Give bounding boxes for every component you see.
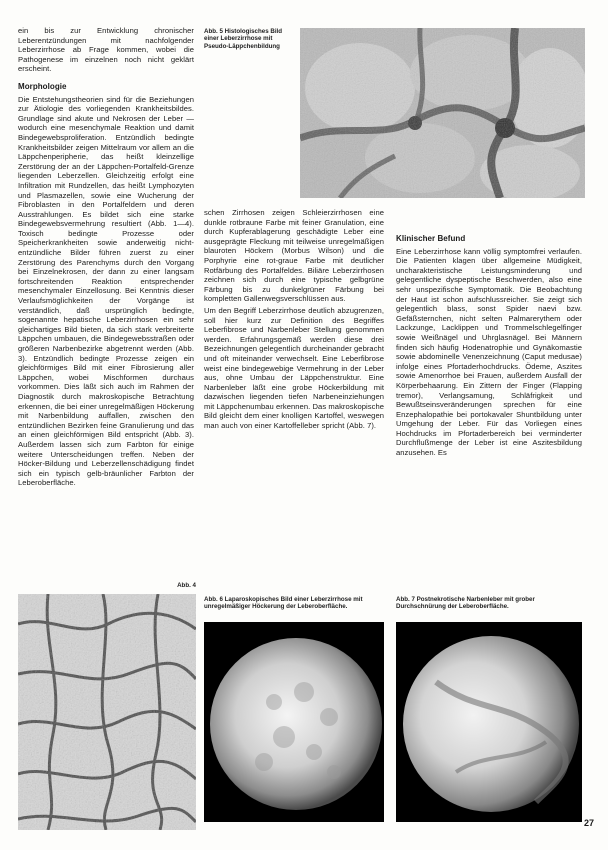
figure-5-histology-image — [300, 28, 585, 198]
section-heading-klinischer-befund: Klinischer Befund — [396, 234, 466, 243]
figure-5-caption: Abb. 5 Histologisches Bild einer Leberzirrhose mit Pseudo-Läppchenbildung — [204, 28, 283, 50]
text-column-3 — [396, 234, 582, 574]
morphologie-paragraph: Die Entstehungstheorien sind für die Beziehungen zur Ätiologie des vorliegenden Krankheitsbildes. Grundlage sind akute und Nekrosen der Leber — wodurch eine mesenchymale Reaktion und damit Bindegewebsproliferation. Entzündlich bedingte Krankheitsbilder zeigen Mittelraum vor allem an die Läppchenperipherie, das heißt kleinzellige Zerstörung der an der Läppchen-Portalfeld-Grenze liegenden Leberzellen. Gleichzeitig erfolgt eine Infiltration mit Rundzellen, das heißt Lymphozyten und Plasmazellen, sowie eine Wucherung der Fibroblasten in den Portalfeldern und deren Ausstrahlungen. Es bildet sich eine starke Bindegewebsvermehrung resultiert (Abb. 1—4). Toxisch bedingte Prozesse oder Speicherkrankheiten sowie anderweitig nicht-entzündliche Bilder führen zuerst zu einer Zerstörung des Parenchyms durch den Vorgang bei Einzelnekrosen, der dann zu einer langsam fortschreitenden Reaktion entsprechender mesenchymaler Einzellosung. Bei Kenntnis dieser Verlaufsmöglichkeiten der Vorgänge ist verständlich, daß ursprünglich bedingte, sogenannte hepatische Leberzirrhosen ein sehr gleichartiges Bild bieten, da sich stark verbreiterte Läppchen umbauen, die Bindegewebsstraßen oder größeren Narbenbezirke abgetrennt werden (Abb. 3). Entzündlich bedingte Prozesse zeigen ein gleichförmiges Bild mit einer Fibrosierung aller Läppchen, wobei Mischformen durchaus vorkommen. Dies läßt sich auch im Rahmen der Diagnostik durch makroskopische Betrachtung erkennen, die bei einer unregelmäßigen Höckerung mit Narbenbildung auffallen, zwischen den entzündlichen Bezirken feine Granulierung und das an einen gleichförmigen Bild entspricht (Abb. 3). Außerdem lassen sich zum Farbton für einige weitere Unterscheidungen treffen. Neben der Höcker-Bildung und Leberzellenschädigung findet sich ein typisch gelb-bräunlicher Farbton der Leberoberfläche. — [18, 94, 194, 488]
figure-7-laparoscopy-image — [396, 622, 582, 822]
intro-paragraph: ein bis zur Entwicklung chronischer Leberentzündungen mit nachfolgender Leberzirrhose ab Frage kommen, wobei die Pathogenese im einzelnen noch nicht geklärt erscheint. — [18, 26, 194, 74]
section-heading-morphologie: Morphologie — [18, 81, 67, 91]
column-2-paragraph-1: schen Zirrhosen zeigen Schleierzirrhosen eine dunkle rotbraune Farbe mit feiner Granulation, eine durch Kupferablagerung geschädigte Leber eine ausgeprägte Fleckung mit teilweise unregelmäßigen blauroten Höckern (Morbus Wilson) und die Porphyrie eine rot-graue Farbe mit deutlicher Rotfärbung des Portalfeldes. Biliäre Leberzirrhosen zeichnen sich durch eine typische gelbgrüne Färbung bis zu dunkelgrüner Färbung bei kompletten Gallenwegsverschlüssen aus. — [204, 208, 384, 304]
page-number: 27 — [584, 818, 595, 828]
figure-4-fibrosis-image — [18, 594, 196, 830]
figure-7-caption: Abb. 7 Postnekrotische Narbenleber mit grober Durchschnürung der Leberoberfläche. — [396, 596, 535, 611]
column-2-paragraph-2: Um den Begriff Leberzirrhose deutlich abzugrenzen, soll hier kurz zur Definition des Begriffes Leberfibrose und Narbenleber Stellung genommen werden. Erfahrungsgemäß werden diese drei Bezeichnungen gelegentlich durcheinander gebracht und oft miteinander verwechselt. Eine Leberfibrose weist eine bindegewebige Vermehrung in der Leber aus, ohne Umbau der Läppchenstruktur. Eine Narbenleber läßt eine grobe Höckerbildung mit dazwischen liegenden tiefen Narbeneinziehungen mit Läppchenumbau erkennen. Das makroskopische Bild gleicht dem einer knolligen Kartoffel, weswegen man auch von einer Kartoffelleber spricht (Abb. 7). — [204, 305, 384, 431]
klinischer-befund-paragraph: Eine Leberzirrhose kann völlig symptomfrei verlaufen. Die Patienten klagen über allgemeine Müdigkeit, uncharakteristische Leistungsminderung und gelegentliche dyspeptische Beschwerden, also eine sehr unspezifische Symptomatik. Die Beobachtung der Haut ist schon aufschlussreicher. Sie zeigt sich gelegentlich blass, sonst Spider naevi bzw. Gefäßsternchen, nicht selten Palmarerythem oder Lackzunge, Lacklippen und Trommelschlegelfinger sowie Weißnägel und Uhrglasnägel. Bei Männern finden sich häufig Hodenatrophie und Gynäkomastie sowie abdominelle Venenzeichnung (Caput medusae) infolge eines Pfortaderhochdrucks. Ödeme, Aszites sowie Amenorrhoe bei Frauen, außerdem Ausfall der Körperbehaarung. Ein Zittern der Finger (Flapping tremor), Verlangsamung, Schläfrigkeit und Bewußtseinsveränderungen sprechen für eine Enzephalopathie bei portokavaler Shuntbildung unter Umgehung der Leber. Für das Vorliegen eines Hochdrucks im Pfortaderbereich bei verminderter Durchflußmenge der Leber ist eine Aszitesbildung anzusehen. Es — [396, 246, 582, 458]
text-column-1 — [18, 26, 194, 594]
figure-6-laparoscopy-image — [204, 622, 384, 822]
text-column-2 — [204, 208, 384, 576]
figure-4-caption: Abb. 4 — [177, 582, 196, 589]
figure-6-caption: Abb. 6 Laparoskopisches Bild einer Leberzirrhose mit unregelmäßiger Höckerung der Leberoberfläche. — [204, 596, 363, 611]
